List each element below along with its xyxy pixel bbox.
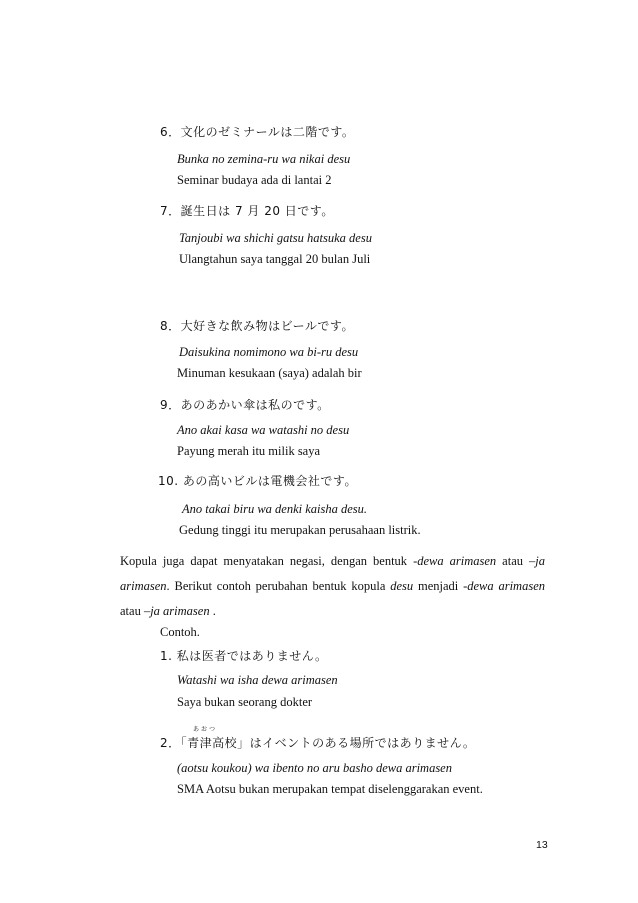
example-7-romaji: Tanjoubi wa shichi gatsu hatsuka desu <box>179 231 372 245</box>
example-10-japanese: 10. あの高いビルは電機会社です。 <box>158 474 357 488</box>
example-7-translation: Ulangtahun saya tanggal 20 bulan Juli <box>179 252 371 266</box>
example-7-japanese: 7．誕生日は 7 月 20 日です。 <box>160 204 334 218</box>
example-10-translation: Gedung tinggi itu merupakan perusahaan listrik. <box>179 523 421 537</box>
negation-example-2-translation: SMA Aotsu bukan merupakan tempat diselenggarakan event. <box>177 782 483 796</box>
negation-example-1-translation: Saya bukan seorang dokter <box>177 695 313 709</box>
example-8-japanese: 8．大好きな飲み物はビールです。 <box>160 319 354 333</box>
example-9-japanese: 9．あのあかい傘は私のです。 <box>160 398 330 412</box>
negation-example-1-romaji: Watashi wa isha dewa arimasen <box>177 673 338 687</box>
example-6-romaji: Bunka no zemina-ru wa nikai desu <box>177 152 351 166</box>
negation-example-1-japanese: 1. 私は医者ではありません。 <box>160 649 328 663</box>
example-8-romaji: Daisukina nomimono wa bi-ru desu <box>179 345 359 359</box>
negation-example-2-romaji: (aotsu koukou) wa ibento no aru basho dewa arimasen <box>177 761 452 775</box>
paragraph-line-1: Kopula juga dapat menyatakan negasi, dengan bentuk -dewa arimasen atau –ja <box>120 554 545 568</box>
example-6-japanese: 6．文化のゼミナールは二階です。 <box>160 125 355 139</box>
example-10-romaji: Ano takai biru wa denki kaisha desu. <box>182 502 368 516</box>
negation-example-2-japanese: 2．「青津高校」はイベントのある場所ではありません。 <box>160 736 476 750</box>
example-9-translation: Payung merah itu milik saya <box>177 444 321 458</box>
contoh-label: Contoh. <box>160 625 200 639</box>
example-9-romaji: Ano akai kasa wa watashi no desu <box>177 423 350 437</box>
paragraph-line-2: arimasen. Berikut contoh perubahan bentuk kopula desu menjadi -dewa arimasen <box>120 579 545 593</box>
example-8-translation: Minuman kesukaan (saya) adalah bir <box>177 366 362 380</box>
furigana: あおつ <box>193 726 217 733</box>
page-number: 13 <box>536 839 548 851</box>
example-6-translation: Seminar budaya ada di lantai 2 <box>177 173 332 187</box>
paragraph-line-3: atau –ja arimasen . <box>120 604 216 618</box>
